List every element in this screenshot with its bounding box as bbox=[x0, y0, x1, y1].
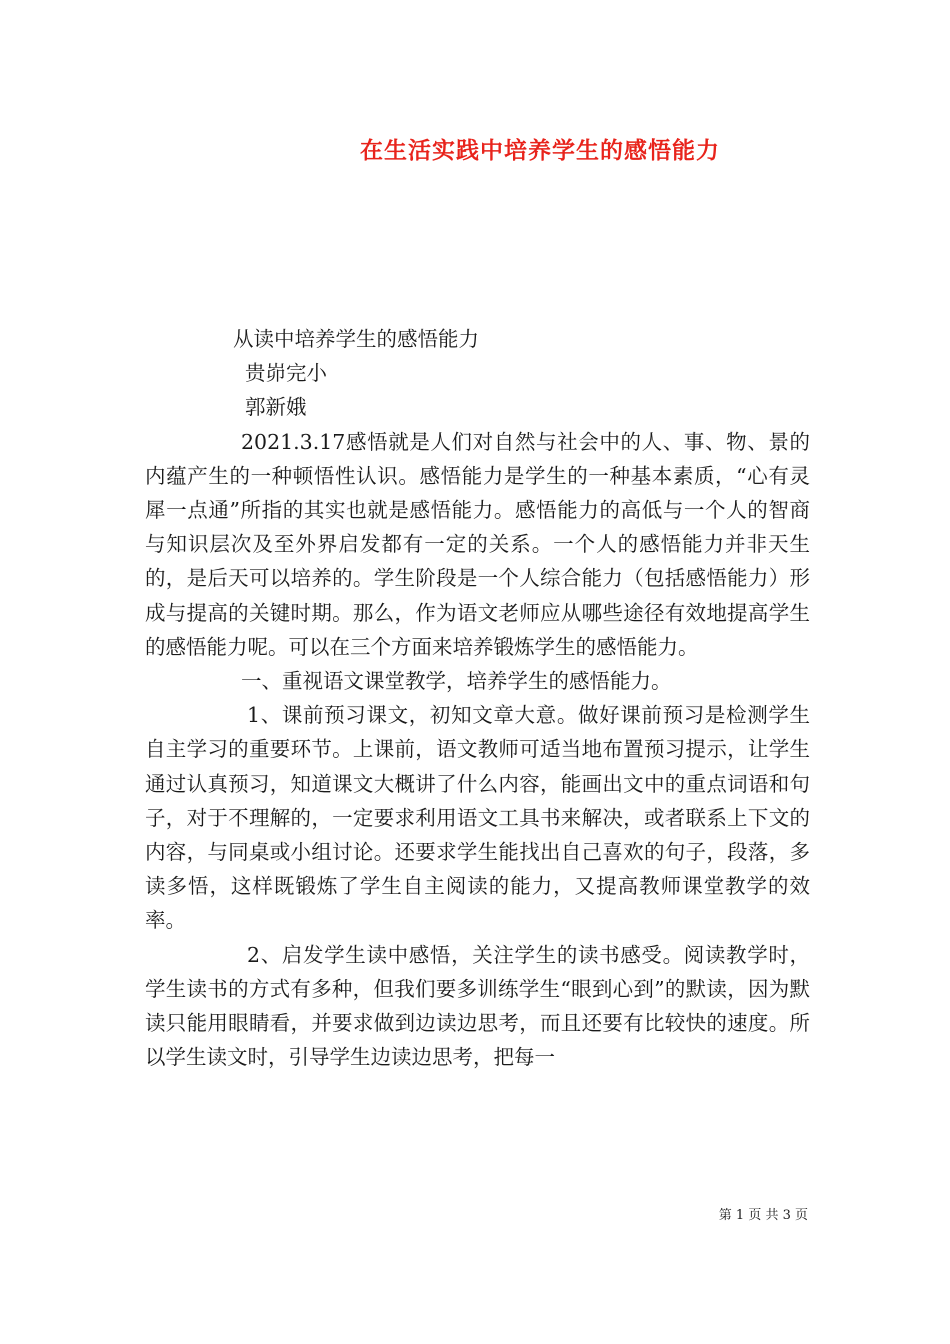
subtitle: 从读中培养学生的感悟能力 bbox=[233, 327, 479, 351]
paragraph-intro: 2021.3.17感悟就是人们对自然与社会中的人、事、物、景的内蕴产生的一种顿悟性认识。感悟能力是学生的一种基本素质，“心有灵犀一点通”所指的其实也就是感悟能力。感悟能力的高低与一个人的智商与知识层次及至外界启发都有一定的关系。一个人的感悟能力并非天生的，是后天可以培养的。学生阶段是一个人综合能力（包括感悟能力）形成与提高的关键时期。那么，作为语文老师应从哪些途径有效地提高学生的感悟能力呢。可以在三个方面来培养锻炼学生的感悟能力。 bbox=[145, 429, 810, 659]
document-body bbox=[145, 322, 810, 1074]
paragraph-point-2: 2、启发学生读中感悟，关注学生的读书感受。阅读教学时，学生读书的方式有多种，但我们要多训练学生“眼到心到”的默读，因为默读只能用眼睛看，并要求做到边读边思考，而且还要有比较快的速度。所以学生读文时，引导学生边读边思考，把每一 bbox=[145, 942, 810, 1070]
page-number: 第 1 页 共 3 页 bbox=[718, 1208, 808, 1223]
document-title: 在生活实践中培养学生的感悟能力 bbox=[360, 137, 720, 164]
section-heading-1: 一、重视语文课堂教学，培养学生的感悟能力。 bbox=[241, 668, 672, 693]
paragraph-point-1: 1、课前预习课文，初知文章大意。做好课前预习是检测学生自主学习的重要环节。上课前，语文教师可适当地布置预习提示，让学生通过认真预习，知道课文大概讲了什么内容，能画出文中的重点词语和句子，对于不理解的，一定要求利用语文工具书来解决，或者联系上下文的内容，与同桌或小组讨论。还要求学生能找出自己喜欢的句子，段落，多读多悟，这样既锻炼了学生自主阅读的能力，又提高教师课堂教学的效率。 bbox=[145, 703, 810, 933]
author-name: 郭新娥 bbox=[245, 395, 307, 420]
school-name: 贵峁完小 bbox=[245, 361, 327, 386]
